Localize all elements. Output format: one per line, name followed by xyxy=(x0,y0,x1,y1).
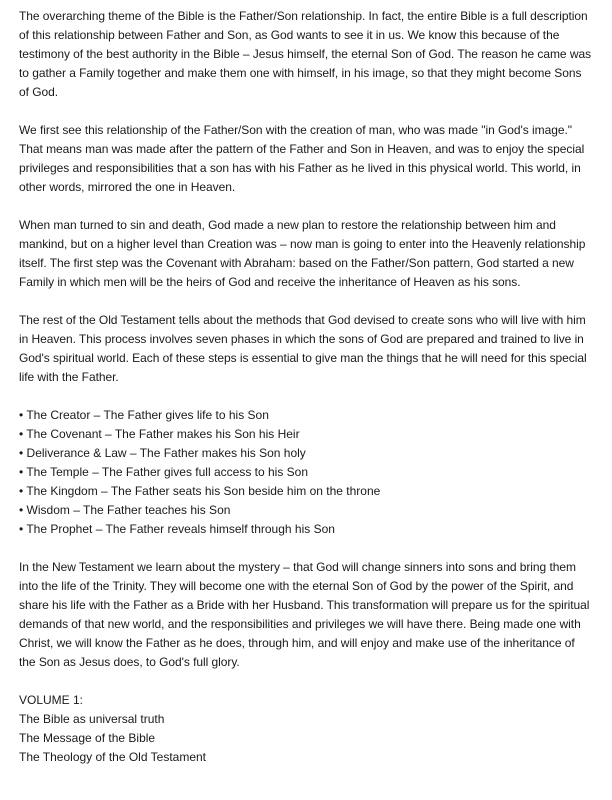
list-item: • The Temple – The Father gives full access to his Son xyxy=(19,465,309,479)
list-item: • Wisdom – The Father teaches his Son xyxy=(19,503,231,517)
intro-paragraph-theme: The overarching theme of the Bible is the Father/Son relationship. In fact, the entire Bible is a full description of this relationship between Father and Son, as God wants to see it in us. We know this because of the testimony of the best authority in the Bible – Jesus himself, the eternal Son of God. The reason he came was to gather a Family together and make them one with himself, in his image, so that they might become Sons of God. xyxy=(19,9,592,99)
list-item: • The Covenant – The Father makes his Son his Heir xyxy=(19,427,300,441)
list-item: • The Prophet – The Father reveals himself through his Son xyxy=(19,522,335,536)
intro-paragraph-covenant: When man turned to sin and death, God made a new plan to restore the relationship between him and mankind, but on a higher level than Creation was – now man is going to enter into the Heavenly relationship itself. The first step was the Covenant with Abraham: based on the Father/Son pattern, God started a new Family in which men will be the heirs of God and receive the inheritance of Heaven as his sons. xyxy=(19,218,586,289)
list-item: • Deliverance & Law – The Father makes his Son holy xyxy=(19,446,306,460)
intro-paragraph-creation: We first see this relationship of the Father/Son with the creation of man, who was made "in God's image." That means man was made after the pattern of the Father and Son in Heaven, and was to enjoy the special privileges and responsibilities that a son has with his Father as he lived in this physical world. This world, in other words, mirrored the one in Heaven. xyxy=(19,123,585,194)
volume-heading: VOLUME 1: xyxy=(19,693,84,707)
phases-list xyxy=(19,406,594,539)
volume-item: The Message of the Bible xyxy=(19,731,156,745)
intro-paragraph-old-testament: The rest of the Old Testament tells about the methods that God devised to create sons who will live with him in Heaven. This process involves seven phases in which the sons of God are prepared and trained to live in God's spiritual world. Each of these steps is essential to give man the things that he will need for this special life with the Father. xyxy=(19,313,587,384)
new-testament-paragraph: In the New Testament we learn about the mystery – that God will change sinners into sons and bring them into the life of the Trinity. They will become one with the eternal Son of God by the power of the Spirit, and share his life with the Father as a Bride with her Husband. This transformation will prepare us for the spiritual demands of that new world, and the responsibilities and privileges we will have there. Being made one with Christ, we will know the Father as he does, through him, and will enjoy and make use of the inheritance of the Son as Jesus does, to God's full glory. xyxy=(19,560,590,669)
list-item: • The Creator – The Father gives life to his Son xyxy=(19,408,269,422)
volume-item: The Theology of the Old Testament xyxy=(19,750,207,764)
volume-item: The Bible as universal truth xyxy=(19,712,165,726)
list-item: • The Kingdom – The Father seats his Son beside him on the throne xyxy=(19,484,381,498)
volume-section xyxy=(19,691,594,767)
